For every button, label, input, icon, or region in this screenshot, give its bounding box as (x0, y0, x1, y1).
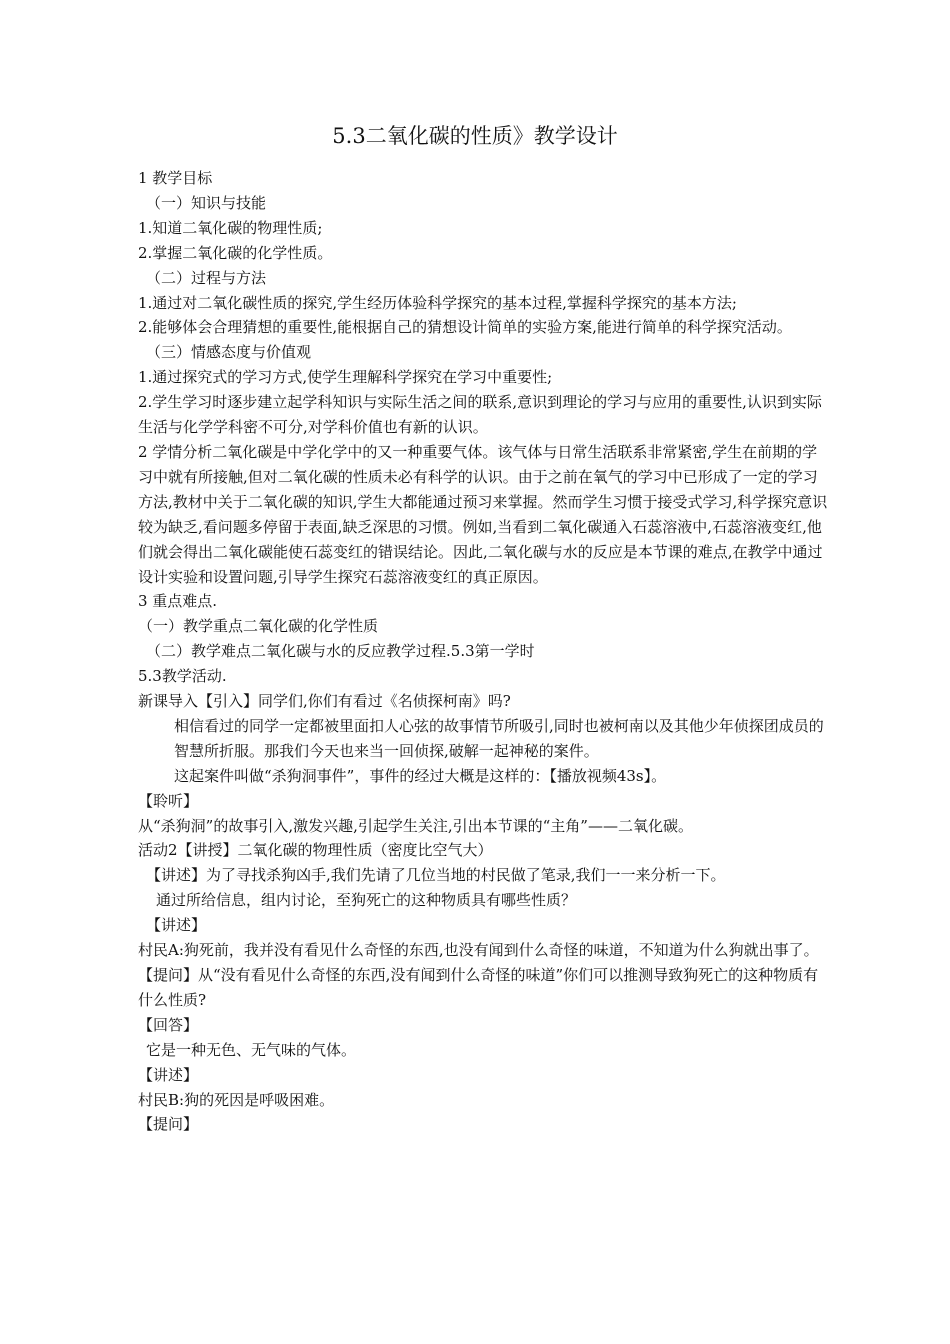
paragraph: 从“杀狗洞”的故事引入,激发兴趣,引起学生关注,引出本节课的“主角”——二氧化碳。 (138, 816, 693, 835)
paragraph: 活动2【讲授】二氧化碳的物理性质（密度比空气大） (138, 841, 493, 860)
paragraph: 2.掌握二氧化碳的化学性质。 (138, 243, 333, 262)
paragraph: （三）情感态度与价值观 (146, 343, 312, 362)
paragraph: 【回答】 (138, 1015, 199, 1034)
paragraph: 1.通过对二氧化碳性质的探究,学生经历体验科学探究的基本过程,掌握科学探究的基本方法; (138, 293, 737, 312)
paragraph: 【提问】 (138, 1115, 199, 1134)
paragraph: 5.3教学活动. (138, 667, 227, 686)
paragraph: 3 重点难点. (138, 592, 218, 611)
paragraph: 1.通过探究式的学习方式,使学生理解科学探究在学习中重要性; (138, 368, 553, 387)
paragraph: 村民B:狗的死因是呼吸困难。 (138, 1090, 335, 1109)
document-body (138, 166, 828, 1137)
paragraph: 通过所给信息，组内讨论，至狗死亡的这种物质具有哪些性质？ (156, 891, 577, 910)
paragraph: 新课导入【引入】同学们,你们有看过《名侦探柯南》吗? (138, 692, 511, 711)
paragraph: （二）教学难点二氧化碳与水的反应教学过程.5.3第一学时 (146, 642, 535, 661)
paragraph: （一）教学重点二氧化碳的化学性质 (138, 617, 379, 636)
paragraph: 1 教学目标 (138, 169, 213, 187)
paragraph: 【讲述】 (146, 916, 207, 935)
paragraph: 相信看过的同学一定都被里面扣人心弦的故事情节所吸引,同时也被柯南以及其他少年侦探团成员的智慧所折服。那我们今天也来当一回侦探,破解一起神秘的案件。 (174, 716, 824, 760)
paragraph: 2.学生学习时逐步建立起学科知识与实际生活之间的联系,意识到理论的学习与应用的重要性,认识到实际生活与化学学科密不可分,对学科价值也有新的认识。 (138, 393, 822, 437)
document-title: 5.3二氧化碳的性质》教学设计 (332, 124, 618, 148)
paragraph: 【讲述】 (138, 1065, 199, 1084)
paragraph: 【提问】从“没有看见什么奇怪的东西,没有闻到什么奇怪的味道”你们可以推测导致狗死亡的这种物质有什么性质? (138, 966, 819, 1009)
paragraph: 2 学情分析二氧化碳是中学化学中的又一种重要气体。该气体与日常生活联系非常紧密,学生在前期的学习中就有所接触,但对二氧化碳的性质未必有科学的认识。由于之前在氧气的学习中已形成了一定的学习方法,教材中关于二氧化碳的知识,学生大都能通过预习来掌握。然而学生习惯于接受式学习,科学探究意识较为缺乏,看问题多停留于表面,缺乏深思的习惯。例如,当看到二氧化碳通入石蕊溶液中,石蕊溶液变红,他们就会得出二氧化碳能使石蕊变红的错误结论。因此,二氧化碳与水的反应是本节课的难点,在教学中通过设计实验和设置问题,引导学生探究石蕊溶液变红的真正原因。 (138, 442, 828, 586)
paragraph: 这起案件叫做“杀狗洞事件”，事件的经过大概是这样的：【播放视频43s】。 (174, 766, 667, 785)
paragraph: 它是一种无色、无气味的气体。 (146, 1040, 357, 1059)
paragraph: 村民A:狗死前，我并没有看见什么奇怪的东西,也没有闻到什么奇怪的味道，不知道为什么狗就出事了。 (138, 941, 819, 960)
paragraph: 【聆听】 (138, 791, 199, 810)
paragraph: 【讲述】为了寻找杀狗凶手,我们先请了几位当地的村民做了笔录,我们一一来分析一下。 (146, 866, 726, 885)
paragraph: （二）过程与方法 (146, 268, 267, 287)
paragraph: 2.能够体会合理猜想的重要性,能根据自己的猜想设计简单的实验方案,能进行简单的科学探究活动。 (138, 318, 792, 337)
paragraph: （一）知识与技能 (146, 193, 267, 212)
paragraph: 1.知道二氧化碳的物理性质; (138, 218, 323, 237)
